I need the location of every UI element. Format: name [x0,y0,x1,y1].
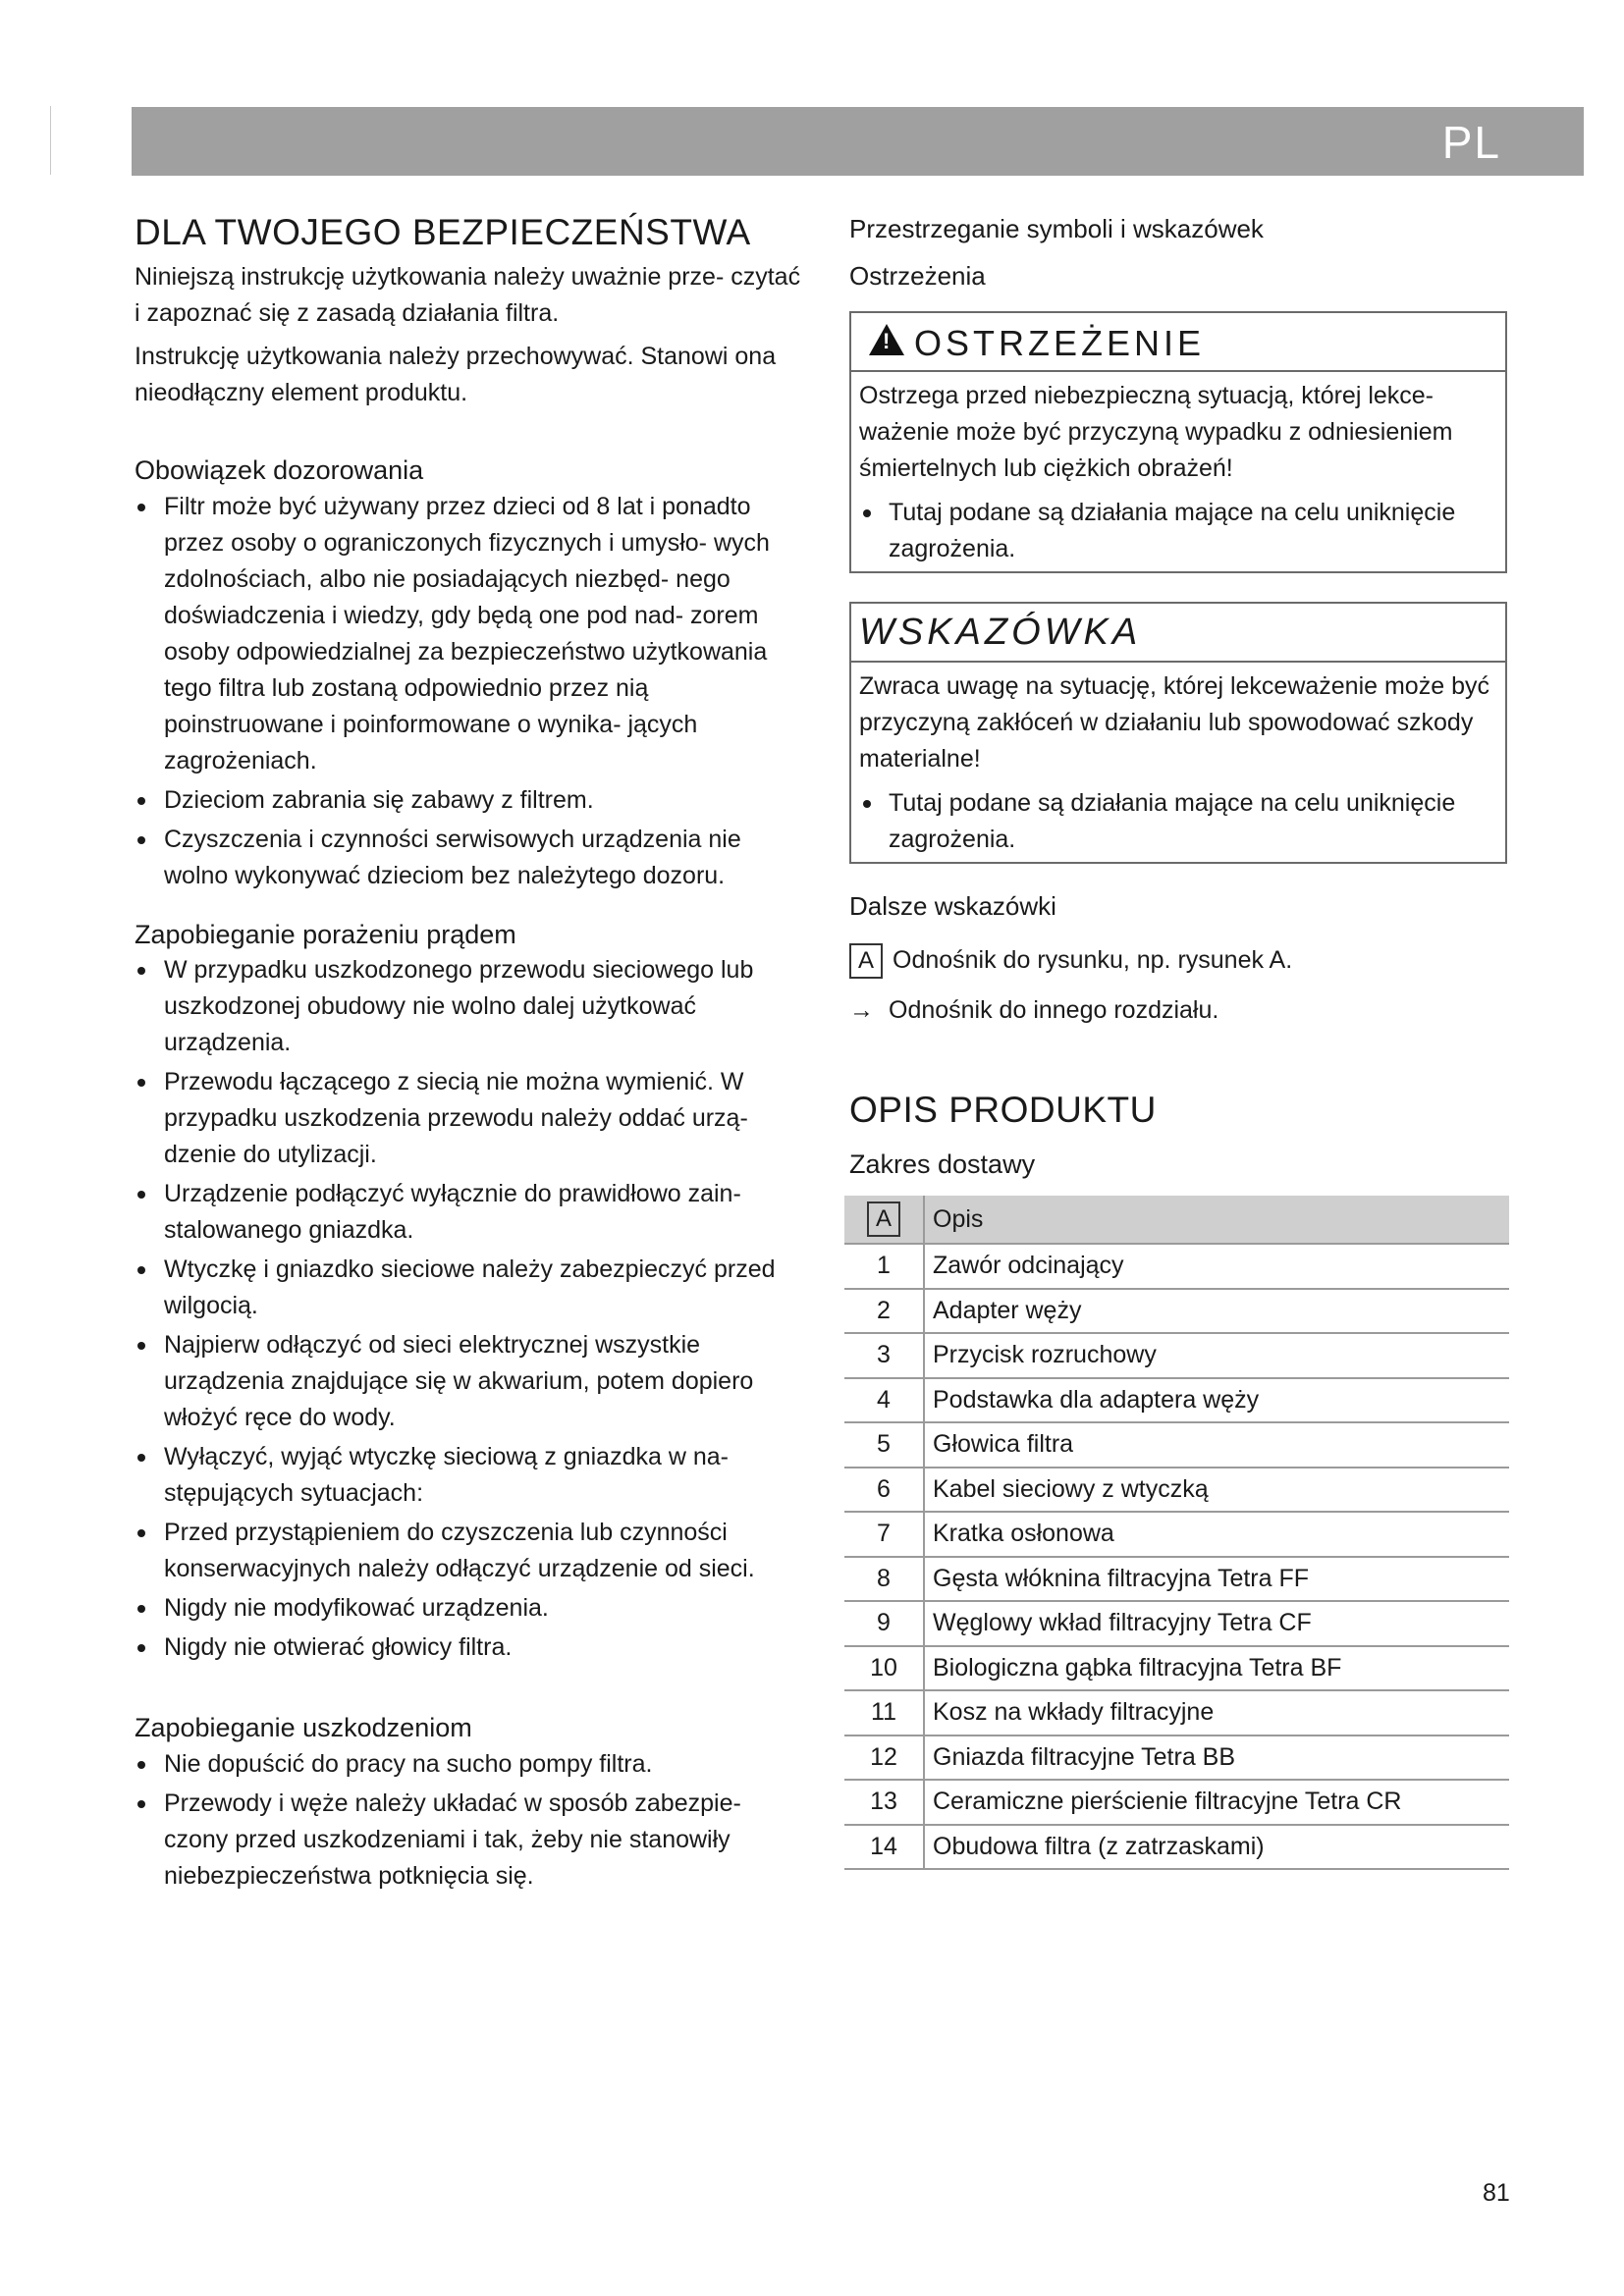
heading-damage-prevention: Zapobieganie uszkodzeniom [135,1713,472,1742]
warning-text: Ostrzega przed niebezpieczną sytuacją, której lekce- ważenie może być przyczyną wypadku z odniesieniem śmiertelnych lub ciężkich obrażeń! [859,382,1453,482]
row-number: 7 [844,1512,924,1557]
list-item: Wtyczkę i gniazdko sieciowe należy zabezpieczyć przed wilgocią. [135,1252,802,1324]
list-item: Przed przystąpieniem do czyszczenia lub czynności konserwacyjnych należy odłączyć urządzenie od sieci. [135,1515,802,1587]
hint-bullet: Tutaj podane są działania mające na celu uniknięcie zagrożenia. [859,785,1495,858]
hint-box [849,602,1507,864]
header-band [132,107,1584,176]
list-item: Najpierw odłączyć od sieci elektrycznej wszystkie urządzenia znajdujące się w akwarium, potem dopiero włożyć ręce do wody. [135,1327,802,1436]
list-item: Nigdy nie otwierać głowicy filtra. [135,1629,802,1666]
arrow-right-icon: → [849,996,874,1024]
heading-warnings: Ostrzeżenia [849,261,986,291]
intro-paragraph-2: Instrukcję użytkowania należy przechowywać. Stanowi ona nieodłączny element produktu. [135,343,777,406]
row-description: Gniazda filtracyjne Tetra BB [924,1735,1509,1781]
row-number: 11 [844,1690,924,1735]
table-row [844,1646,1509,1691]
table-row [844,1289,1509,1334]
row-description: Zawór odcinający [924,1244,1509,1289]
table-row [844,1468,1509,1513]
row-number: 3 [844,1333,924,1378]
table-row [844,1735,1509,1781]
intro-paragraph-1: Niniejszą instrukcję użytkowania należy uważnie prze- czytać i zapoznać się z zasadą działania filtra. [135,263,801,327]
table-row [844,1601,1509,1646]
list-item: Dzieciom zabrania się zabawy z filtrem. [135,782,792,819]
row-description: Głowica filtra [924,1422,1509,1468]
row-number: 2 [844,1289,924,1334]
warning-title: OSTRZEŻENIE [914,323,1206,363]
row-number: 8 [844,1557,924,1602]
heading-electric-shock: Zapobieganie porażeniu prądem [135,920,516,949]
ref-chapter-row [849,992,1218,1029]
list-item: Przewodu łączącego z siecią nie można wymienić. W przypadku uszkodzenia przewodu należy oddać urzą- dzenie do utylizacji. [135,1064,802,1173]
list-damage-prevention [135,1746,802,1897]
row-description: Adapter węży [924,1289,1509,1334]
warning-box [849,311,1507,573]
row-description: Obudowa filtra (z zatrzaskami) [924,1825,1509,1870]
language-code: PL [1441,117,1501,168]
hint-text: Zwraca uwagę na sytuację, której lekceważenie może być przyczyną zakłóceń w działaniu lub spowodować szkody materialne! [859,672,1489,773]
table-header-symbol: A [867,1201,900,1237]
scope-table [844,1196,1509,1870]
row-number: 9 [844,1601,924,1646]
section-title-product: OPIS PRODUKTU [849,1090,1157,1130]
hint-title: WSKAZÓWKA [859,612,1142,653]
row-number: 14 [844,1825,924,1870]
list-item: Czyszczenia i czynności serwisowych urządzenia nie wolno wykonywać dzieciom bez należytego dozoru. [135,822,792,894]
table-row [844,1557,1509,1602]
row-description: Kabel sieciowy z wtyczką [924,1468,1509,1513]
table-row [844,1825,1509,1870]
row-description: Przycisk rozruchowy [924,1333,1509,1378]
table-row [844,1422,1509,1468]
table-row [844,1780,1509,1825]
ref-figure-row [849,942,1292,979]
row-description: Ceramiczne pierścienie filtracyjne Tetra CR [924,1780,1509,1825]
row-number: 12 [844,1735,924,1781]
table-row [844,1244,1509,1289]
table-header-row [844,1196,1509,1244]
list-item: Filtr może być używany przez dzieci od 8 lat i ponadto przez osoby o ograniczonych fizycznych i umysło- wych zdolnościach, albo nie posiadających niezbęd- nego doświadczenia i wiedzy, gdy będą one pod nad- zorem osoby odpowiedzialnej za bezpieczeństwo użytkowania tego filtra lub zostaną odpowiednio przez nią poinstruowane i poinformowane o wynika- jących zagrożeniach. [135,489,792,779]
table-header-symbol-cell [844,1196,924,1244]
heading-supervision: Obowiązek dozorowania [135,455,424,485]
table-row [844,1690,1509,1735]
list-item: Nie dopuścić do pracy na sucho pompy filtra. [135,1746,802,1783]
warning-bullet: Tutaj podane są działania mające na celu uniknięcie zagrożenia. [859,495,1495,567]
heading-symbols: Przestrzeganie symboli i wskazówek [849,214,1264,243]
row-description: Węglowy wkład filtracyjny Tetra CF [924,1601,1509,1646]
heading-scope-of-delivery: Zakres dostawy [849,1149,1036,1179]
figure-ref-text: Odnośnik do rysunku, np. rysunek A. [893,946,1293,974]
row-description: Gęsta włóknina filtracyjna Tetra FF [924,1557,1509,1602]
heading-further-notes: Dalsze wskazówki [849,891,1056,921]
section-title-safety: DLA TWOJEGO BEZPIECZEŃSTWA [135,212,751,252]
crop-mark [50,106,51,175]
row-number: 1 [844,1244,924,1289]
table-row [844,1333,1509,1378]
warning-box-header [851,313,1505,372]
table-row [844,1512,1509,1557]
row-description: Biologiczna gąbka filtracyjna Tetra BF [924,1646,1509,1691]
list-electric-shock [135,952,802,1669]
list-item: Wyłączyć, wyjąć wtyczkę sieciową z gniazdka w na- stępujących sytuacjach: [135,1439,802,1512]
row-description: Kratka osłonowa [924,1512,1509,1557]
list-item: Przewody i węże należy układać w sposób zabezpie- czony przed uszkodzeniami i tak, żeby nie stanowiły niebezpieczeństwa potknięcia się. [135,1786,802,1895]
page-number: 81 [1483,2179,1510,2207]
list-item: Urządzenie podłączyć wyłącznie do prawidłowo zain- stalowanego gniazdka. [135,1176,802,1249]
row-number: 4 [844,1378,924,1423]
list-item: Nigdy nie modyfikować urządzenia. [135,1590,802,1627]
chapter-ref-text: Odnośnik do innego rozdziału. [889,996,1219,1024]
table-header-desc: Opis [924,1196,1509,1244]
row-number: 10 [844,1646,924,1691]
row-number: 13 [844,1780,924,1825]
figure-ref-symbol: A [849,943,883,979]
table-row [844,1378,1509,1423]
warning-triangle-icon [869,324,904,355]
list-item: W przypadku uszkodzonego przewodu sieciowego lub uszkodzonej obudowy nie wolno dalej użytkować urządzenia. [135,952,802,1061]
hint-box-header [851,604,1505,663]
row-description: Podstawka dla adaptera węży [924,1378,1509,1423]
row-number: 5 [844,1422,924,1468]
list-supervision [135,489,792,897]
row-number: 6 [844,1468,924,1513]
row-description: Kosz na wkłady filtracyjne [924,1690,1509,1735]
